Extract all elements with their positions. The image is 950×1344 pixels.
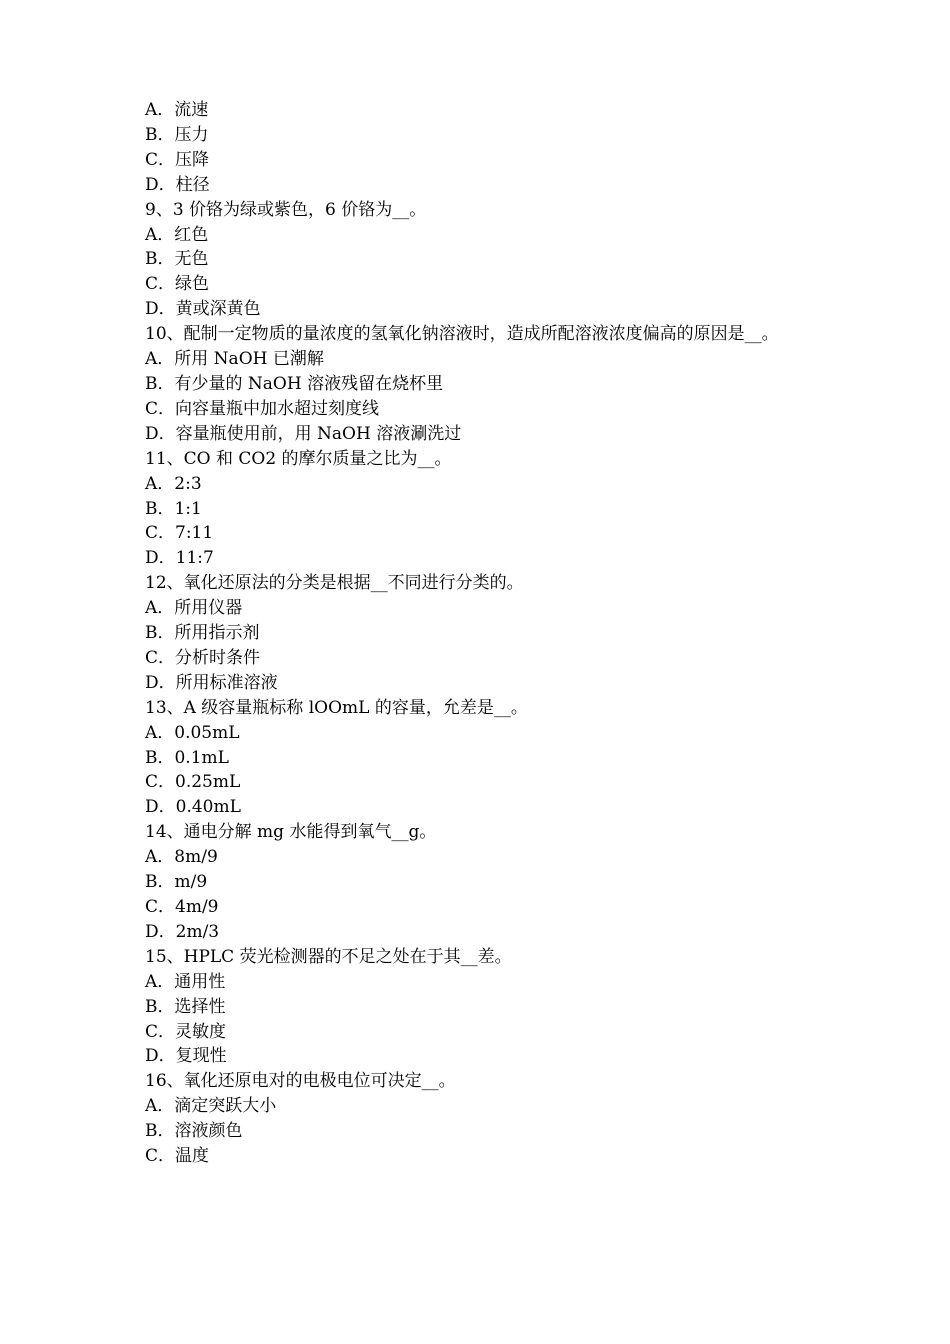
question-line: 12、氧化还原法的分类是根据__不同进行分类的。 xyxy=(145,573,524,594)
question-line: 11、CO 和 CO2 的摩尔质量之比为__。 xyxy=(145,448,452,469)
option-line: B．压力 xyxy=(145,124,209,145)
option-line: A．8m/9 xyxy=(145,847,218,868)
option-line: A．红色 xyxy=(145,224,209,245)
option-line: A．0.05mL xyxy=(145,722,240,743)
option-line: B．溶液颜色 xyxy=(145,1121,243,1142)
option-line: B．所用指示剂 xyxy=(145,623,260,644)
option-line: C．4m/9 xyxy=(145,897,219,917)
question-line: 14、通电分解 mg 水能得到氧气__g。 xyxy=(145,822,437,843)
option-line: C．温度 xyxy=(145,1146,210,1167)
option-line: B．1:1 xyxy=(145,498,202,519)
option-line: C．分析时条件 xyxy=(145,647,261,668)
option-line: A．滴定突跃大小 xyxy=(145,1096,277,1117)
option-line: A．通用性 xyxy=(145,971,226,992)
option-line: B．0.1mL xyxy=(145,747,229,768)
option-line: C．7:11 xyxy=(145,523,214,544)
option-line: D．容量瓶使用前，用 NaOH 溶液涮洗过 xyxy=(145,423,462,444)
option-line: A．2:3 xyxy=(145,473,202,494)
question-line: 10、配制一定物质的量浓度的氢氧化钠溶液时，造成所配溶液浓度偏高的原因是__。 xyxy=(145,324,779,345)
option-line: B．有少量的 NaOH 溶液残留在烧杯里 xyxy=(145,373,444,394)
option-line: C．绿色 xyxy=(145,274,210,295)
question-line: 13、A 级容量瓶标称 lOOmL 的容量，允差是__。 xyxy=(145,697,528,718)
option-line: D．黄或深黄色 xyxy=(145,299,261,320)
option-line: A．所用 NaOH 已潮解 xyxy=(145,349,324,370)
option-line: D．复现性 xyxy=(145,1046,227,1067)
option-line: A．流速 xyxy=(145,100,209,120)
option-line: D．2m/3 xyxy=(145,921,220,942)
option-line: D．11:7 xyxy=(145,548,214,569)
option-line: B．无色 xyxy=(145,249,209,270)
option-line: C．向容量瓶中加水超过刻度线 xyxy=(145,398,380,419)
question-line: 15、HPLC 荧光检测器的不足之处在于其__差。 xyxy=(145,946,512,967)
option-line: B．选择性 xyxy=(145,996,226,1017)
option-line: D．所用标准溶液 xyxy=(145,672,278,693)
option-line: C．0.25mL xyxy=(145,772,241,793)
document-body xyxy=(145,98,815,1169)
option-line: D．柱径 xyxy=(145,174,210,195)
option-line: D．0.40mL xyxy=(145,797,241,818)
question-line: 9、3 价铬为绿或紫色，6 价铬为__。 xyxy=(145,199,427,220)
option-line: A．所用仪器 xyxy=(145,598,243,619)
option-line: C．灵敏度 xyxy=(145,1021,227,1042)
question-line: 16、氧化还原电对的电极电位可决定__。 xyxy=(145,1071,456,1092)
option-line: C．压降 xyxy=(145,149,210,170)
option-line: B．m/9 xyxy=(145,872,208,893)
